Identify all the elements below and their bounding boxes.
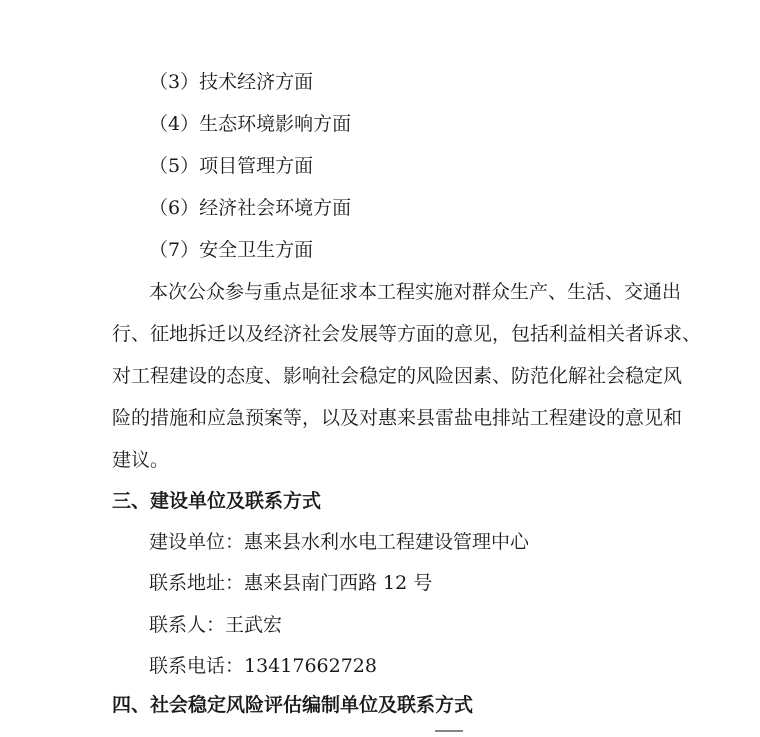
list-item-ecological-environment: （4）生态环境影响方面 <box>149 113 352 135</box>
paragraph-line-1: 本次公众参与重点是征求本工程实施对群众生产、生活、交通出 <box>149 281 682 303</box>
paragraph-line-2: 行、征地拆迁以及经济社会发展等方面的意见，包括利益相关者诉求、 <box>112 323 702 345</box>
paragraph-line-3: 对工程建设的态度、影响社会稳定的风险因素、防范化解社会稳定风 <box>112 365 683 387</box>
builder-contact-person-line: 联系人：王武宏 <box>149 614 283 636</box>
builder-unit-line: 建设单位：惠来县水利水电工程建设管理中心 <box>149 531 530 553</box>
paragraph-line-4: 险的措施和应急预案等，以及对惠来县雷盐电排站工程建设的意见和 <box>112 407 683 429</box>
list-item-technical-economic: （3）技术经济方面 <box>149 71 314 93</box>
section-heading-assessment-unit-contact: 四、社会稳定风险评估编制单位及联系方式 <box>112 694 474 716</box>
list-item-safety-health: （7）安全卫生方面 <box>149 239 314 261</box>
cropped-text-fragment <box>435 730 463 737</box>
list-item-economic-social: （6）经济社会环境方面 <box>149 197 352 219</box>
paragraph-line-5: 建议。 <box>112 449 170 471</box>
section-heading-builder-contact: 三、建设单位及联系方式 <box>112 490 322 512</box>
builder-address-line: 联系地址：惠来县南门西路 12 号 <box>149 572 433 594</box>
builder-phone-line: 联系电话：13417662728 <box>149 655 377 677</box>
list-item-project-management: （5）项目管理方面 <box>149 155 314 177</box>
